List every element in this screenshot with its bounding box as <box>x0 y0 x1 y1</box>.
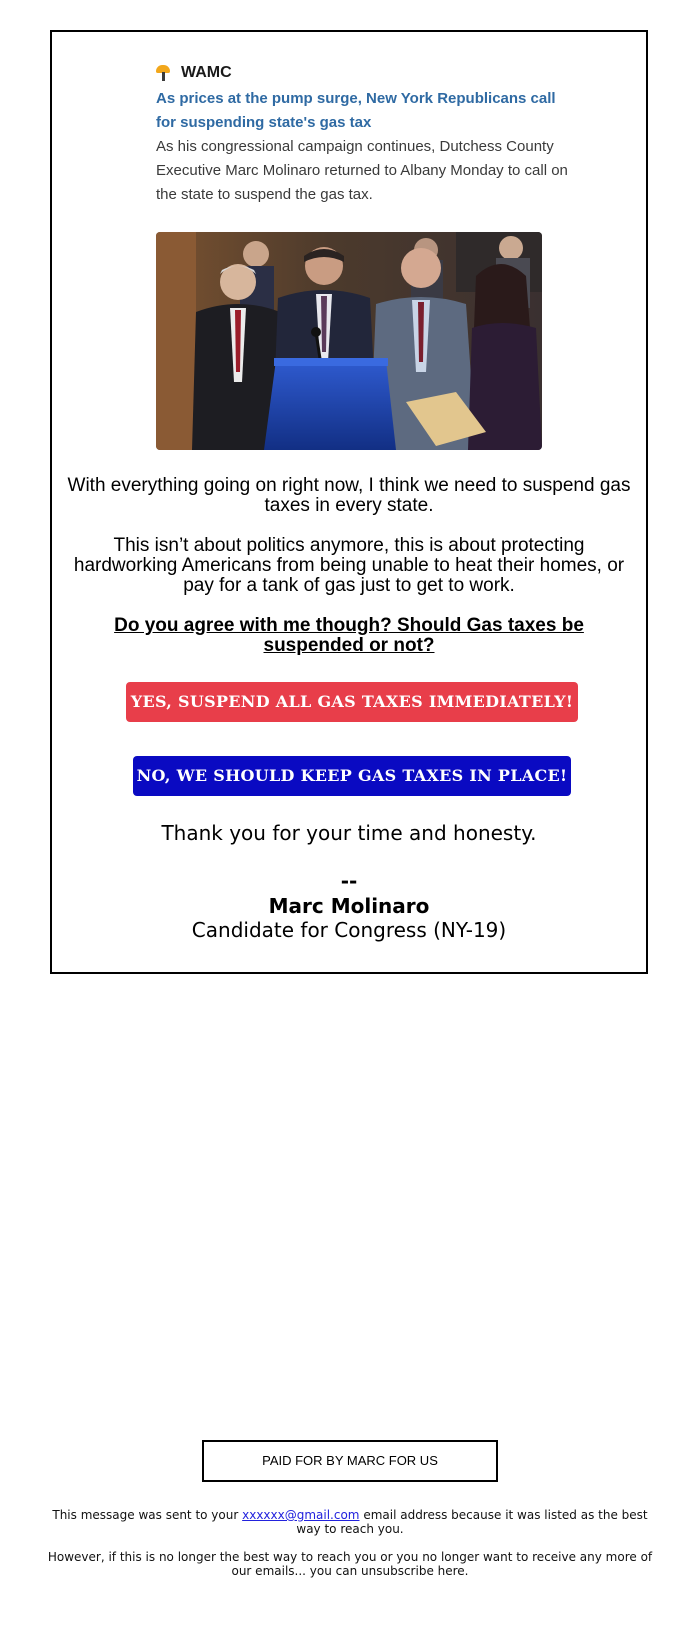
sent-prefix: This message was sent to your <box>52 1508 243 1522</box>
press-conference-photo <box>156 232 542 450</box>
article-summary: As his congressional campaign continues, Dutchess County Executive Marc Molinaro returned to Albany Monday to call on the state to suspend the gas tax. <box>156 138 568 203</box>
message-paragraph-1: With everything going on right now, I think we need to suspend gas taxes in every state. <box>67 475 631 516</box>
unsubscribe-notice[interactable]: However, if this is no longer the best way to reach you or you no longer want to receive any more of our emails... you can unsubscribe here. <box>47 1550 653 1578</box>
news-source <box>156 62 576 84</box>
signature-title: Candidate for Congress (NY-19) <box>191 918 507 942</box>
thank-you-text: Thank you for your time and honesty. <box>161 821 537 845</box>
footer-sent-notice <box>42 1508 658 1536</box>
yes-suspend-button[interactable]: YES, SUSPEND ALL GAS TAXES IMMEDIATELY! <box>126 682 578 722</box>
email-link[interactable]: xxxxxx@gmail.com <box>242 1508 360 1522</box>
poll-question: Do you agree with me though? Should Gas taxes be suspended or not? <box>114 615 584 656</box>
message-paragraph-2: This isn’t about politics anymore, this is about protecting hardworking Americans from being unable to heat their homes, or pay for a tank of gas just to get to work. <box>73 535 625 596</box>
sent-suffix: email address because it was listed as the best way to reach you. <box>296 1508 648 1536</box>
email-card <box>50 30 648 974</box>
no-keep-button[interactable]: NO, WE SHOULD KEEP GAS TAXES IN PLACE! <box>133 756 571 796</box>
source-name: WAMC <box>181 64 232 81</box>
news-preview[interactable] <box>156 62 576 207</box>
signature-name: Marc Molinaro <box>268 894 430 918</box>
paid-for-disclaimer: PAID FOR BY MARC FOR US <box>202 1440 498 1482</box>
news-photo[interactable] <box>156 232 542 450</box>
radio-tower-icon <box>156 64 170 82</box>
article-headline[interactable]: As prices at the pump surge, New York Republicans call for suspending state's gas tax <box>156 90 556 131</box>
signature-dash: -- <box>340 869 358 893</box>
